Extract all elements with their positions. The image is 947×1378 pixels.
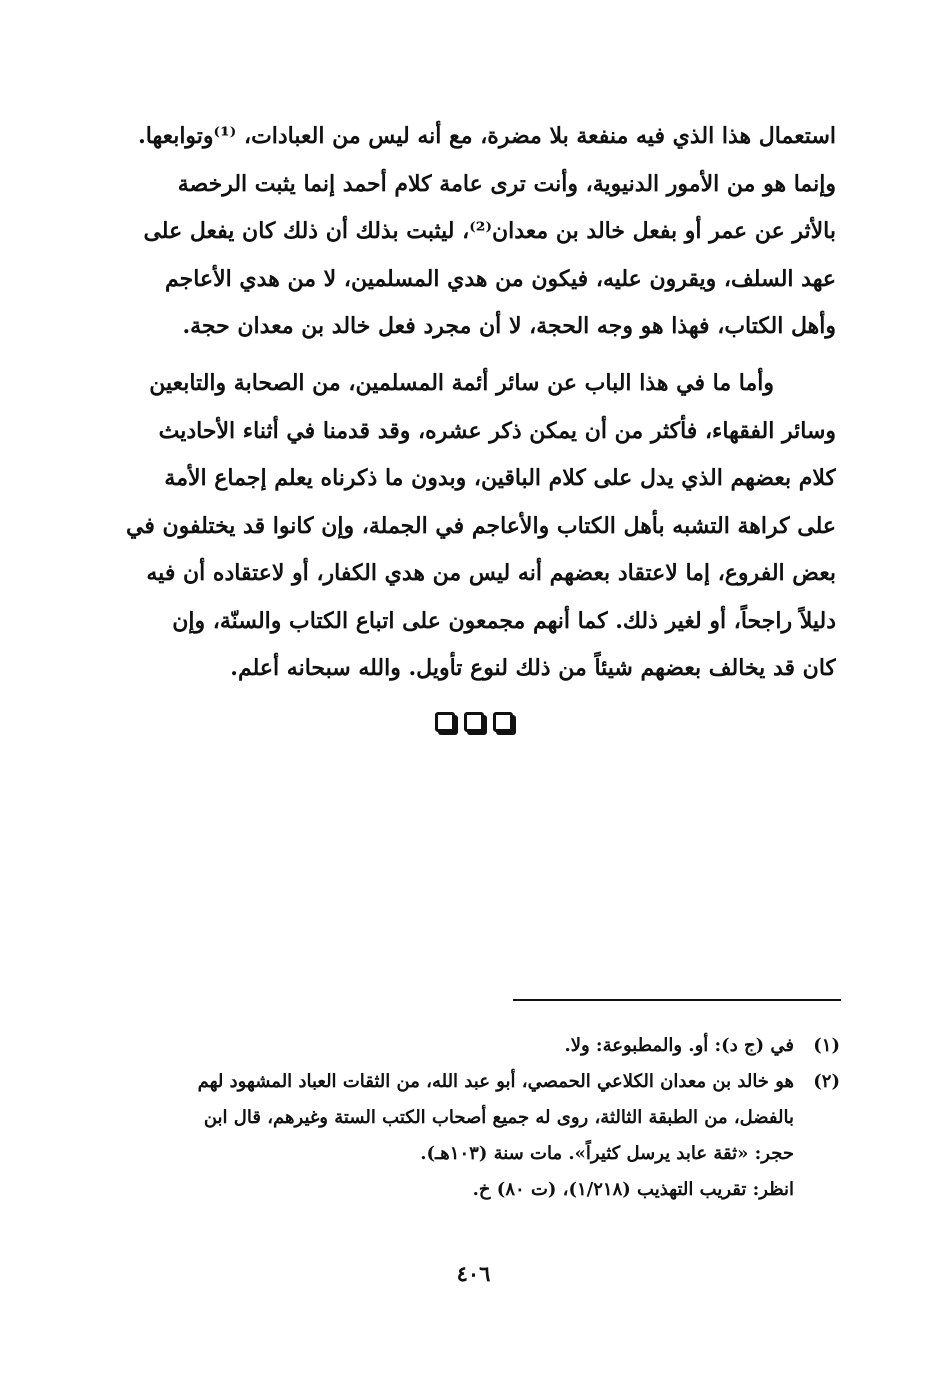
footnote-line: في (ج د): أو. والمطبوعة: ولا. [564,1035,794,1056]
section-separator [0,712,947,732]
text-line: كلام بعضهم الذي يدل على كلام الباقين، وبدون ما ذكرناه يعلم إجماع الأمة [164,465,836,491]
paragraph-2 [108,360,836,693]
text-line: كان قد يخالف بعضهم شيئاً من ذلك لنوع تأويل. والله سبحانه أعلم. [230,655,836,681]
text-line: وأهل الكتاب، فهذا هو وجه الحجة، لا أن مجرد فعل خالد بن معدان حجة. [182,313,836,339]
paragraph-1 [108,113,836,351]
footnote-line: هو خالد بن معدان الكلاعي الحمصي، أبو عبد الله، من الثقات العباد المشهود لهم [197,1071,794,1092]
square-ornament-icon [493,712,513,732]
footnote-text [108,1028,794,1064]
text-line: على كراهة التشبه بأهل الكتاب والأعاجم في الجملة، وإن كانوا قد يختلفون في [125,512,836,539]
footnote-1 [108,1028,840,1064]
footnote-line: حجر: «ثقة عابد يرسل كثيراً». مات سنة (١٠٣هـ). [420,1143,794,1164]
footnote-number: (٢) [813,1071,840,1092]
footnote-text [108,1064,794,1208]
text-line: بعض الفروع، إما لاعتقاد بعضهم أنه ليس من هدي الكفار، أو لاعتقاده أن فيه [146,560,836,586]
text-line: وأما ما في هذا الباب عن سائر أئمة المسلمين، من الصحابة والتابعين [149,370,774,396]
footnote-number: (١) [813,1035,840,1056]
text-line: وإنما هو من الأمور الدنيوية، وأنت ترى عامة كلام أحمد إنما يثبت الرخصة [177,170,836,197]
page-number: ٤٠٦ [456,1261,491,1286]
footnotes [108,1028,840,1208]
footnote-separator-rule [513,999,841,1001]
text-line: بالأثر عن عمر أو بفعل خالد بن معدان⁽²⁾، ليثبت بذلك أن ذلك كان يفعل على [143,218,836,244]
text-line: دليلاً راجحاً، أو لغير ذلك. كما أنهم مجمعون على اتباع الكتاب والسنّة، وإن [172,607,836,634]
text-line: استعمال هذا الذي فيه منفعة بلا مضرة، مع أنه ليس من العبادات، ⁽¹⁾وتوابعها. [138,123,836,149]
text-line: وسائر الفقهاء، فأكثر من أن يمكن ذكر عشره، وقد قدمنا في أثناء الأحاديث [158,417,836,444]
footnote-line: انظر: تقريب التهذيب (١/٢١٨)، (ت ٨٠) خ. [472,1179,794,1200]
footnote-2 [108,1064,840,1208]
footnote-line: بالفضل، من الطبقة الثالثة، روى له جميع أصحاب الكتب الستة وغيرهم، قال ابن [203,1107,794,1128]
text-line: عهد السلف، ويقرون عليه، فيكون من هدي المسلمين، لا من هدي الأعاجم [165,265,836,292]
square-ornament-icon [435,712,455,732]
square-ornament-icon [464,712,484,732]
